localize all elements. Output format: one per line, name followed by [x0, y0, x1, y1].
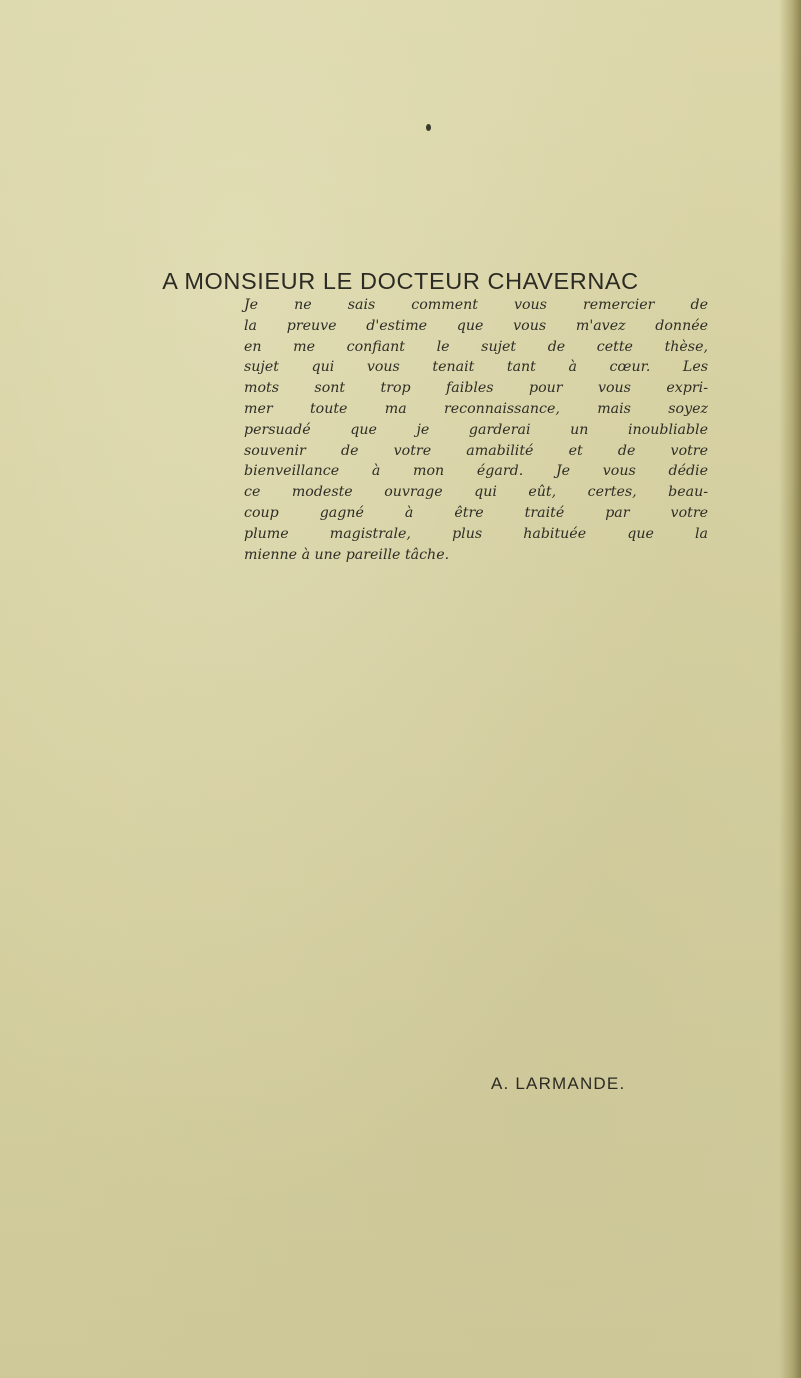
letter-line: mienne à une pareille tâche. — [244, 546, 450, 563]
letter-line: ce modeste ouvrage qui eût, certes, beau- — [244, 484, 708, 501]
ink-dot — [426, 124, 431, 131]
dedication-letter — [244, 295, 708, 565]
letter-line: coup gagné à être traité par votre — [244, 504, 708, 521]
dedication-title: A MONSIEUR LE DOCTEUR CHAVERNAC — [162, 268, 639, 294]
letter-line: la preuve d'estime que vous m'avez donnée — [244, 317, 708, 334]
letter-line: bienveillance à mon égard. Je vous dédie — [244, 463, 708, 480]
page-edge-shadow — [779, 0, 801, 1378]
letter-line: persuadé que je garderai un inoubliable — [244, 421, 708, 438]
letter-line: mots sont trop faibles pour vous expri- — [244, 380, 708, 397]
letter-line: Je ne sais comment vous remercier de — [244, 297, 708, 313]
letter-line: sujet qui vous tenait tant à cœur. Les — [244, 359, 708, 376]
letter-line: souvenir de votre amabilité et de votre — [244, 442, 708, 459]
letter-line: mer toute ma reconnaissance, mais soyez — [244, 400, 708, 417]
signature: A. LARMANDE. — [491, 1074, 626, 1093]
letter-line: plume magistrale, plus habituée que la — [244, 525, 708, 542]
letter-line: en me confiant le sujet de cette thèse, — [244, 338, 708, 355]
